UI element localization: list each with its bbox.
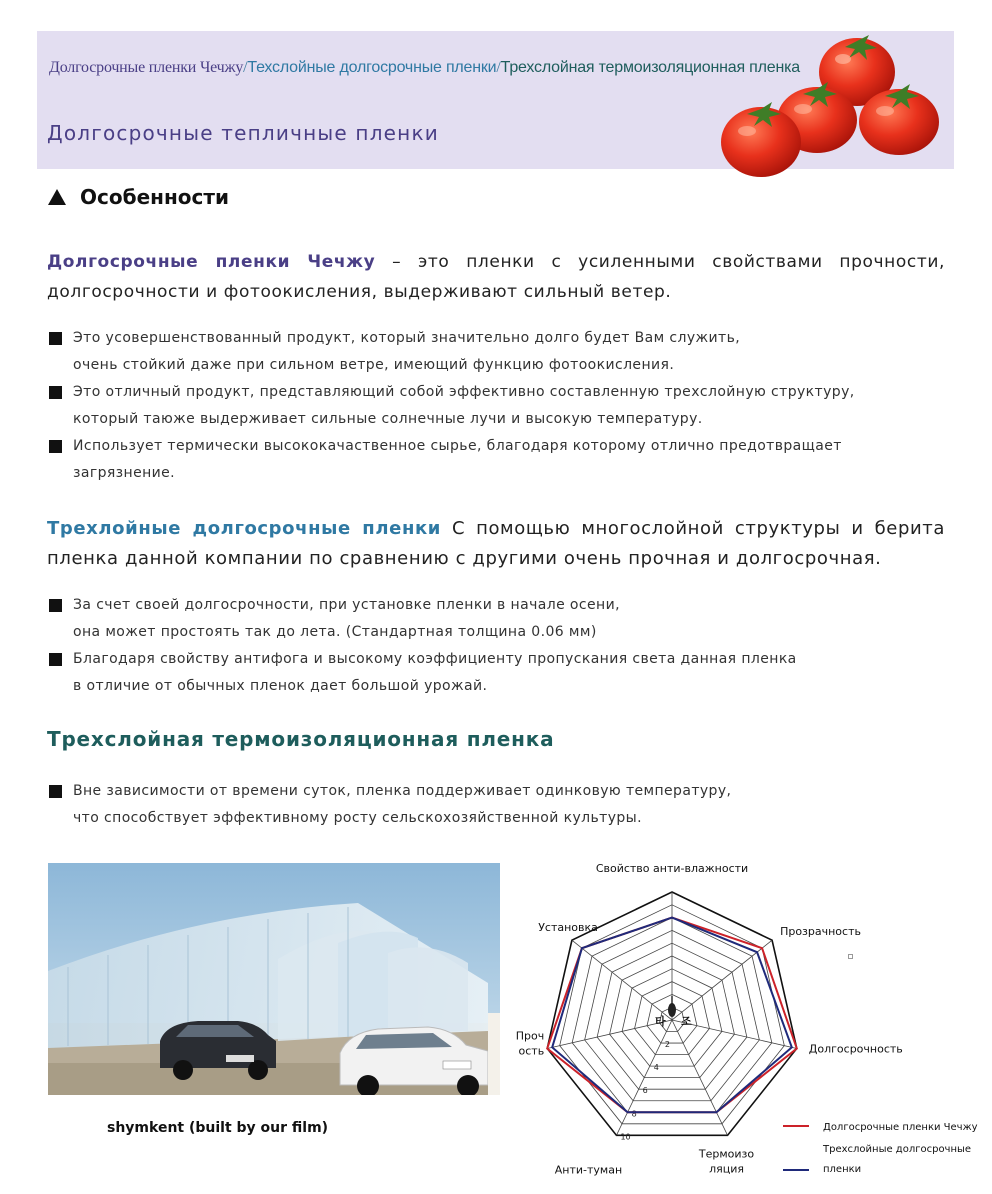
tomatoes-image: [717, 29, 957, 179]
section2-lead: Трехлойные долгосрочные пленки: [47, 518, 442, 539]
center-logo-text: 타: [655, 1015, 666, 1028]
radar-tick-label: 4: [653, 1063, 659, 1073]
square-bullet-icon: [49, 599, 62, 612]
radar-axis-label: Свойство анти-влажности: [595, 862, 749, 875]
bullet-line: очень стойкий даже при сильном ветре, имеющий функцию фотоокисления.: [73, 357, 675, 373]
square-bullet-icon: [49, 653, 62, 666]
radar-axis-label: Прозрачность: [780, 925, 861, 939]
section1-text: – это пленки с усиленными свойствами прочности, долгосрочности и фотоокисления, выдерживают сильный ветер.: [47, 252, 945, 302]
center-logo-text: 조: [681, 1015, 692, 1028]
breadcrumb-separator: /: [496, 59, 501, 76]
section3-bullets: [48, 778, 928, 832]
legend-label: пленки: [823, 1164, 862, 1175]
breadcrumb-item-chechzhu[interactable]: Долгосрочные пленки Чечжу: [49, 59, 244, 76]
section1-bullets: [48, 325, 928, 487]
legend-label: Трехслойные долгосрочные: [823, 1144, 972, 1155]
ostrich-logo-icon: [668, 1003, 676, 1017]
radar-axis-label: ляция: [709, 1162, 744, 1176]
bullet-line: который таюже выдерживает сильные солнечные лучи и высокую температуру.: [73, 411, 703, 427]
list-item: [48, 433, 928, 487]
greenhouse-photo: [48, 863, 500, 1095]
bullet-line: в отличие от обычных пленок дает большой урожай.: [73, 678, 488, 694]
bullet-line: загрязнение.: [73, 465, 176, 481]
radar-axis-label: Долгосрочность: [808, 1042, 903, 1056]
features-heading: [48, 185, 229, 209]
radar-spoke: [572, 940, 672, 1020]
list-item: [48, 592, 928, 646]
section2-paragraph: [47, 514, 945, 574]
list-item: [48, 778, 928, 832]
section3-heading: Трехслойная термоизоляционная пленка: [47, 727, 555, 751]
bullet-line: Благодаря свойству антифога и высокому коэффициенту пропускания света данная пленка: [73, 651, 797, 667]
radar-axis-label: Анти-туман: [554, 1163, 623, 1177]
radar-chart: [505, 858, 992, 1194]
page-title: Долгосрочные тепличные пленки: [47, 121, 439, 145]
legend-label: Долгосрочные пленки Чечжу: [823, 1122, 978, 1133]
breadcrumb-separator: /: [243, 59, 248, 76]
bullet-line: она может простоять так до лета. (Стандартная толщина 0.06 мм): [73, 624, 597, 640]
radar-axis-label: ость: [518, 1044, 545, 1058]
square-bullet-icon: [49, 386, 62, 399]
radar-tick-label: 8: [631, 1109, 637, 1119]
radar-tick-label: 10: [620, 1132, 631, 1142]
photo-caption: shymkent (built by our film): [107, 1120, 329, 1136]
radar-tick-label: 6: [642, 1086, 648, 1096]
bullet-line: Это усовершенствованный продукт, который значительно долго будет Вам служить,: [73, 330, 741, 346]
breadcrumb-item-thermal[interactable]: Трехслойная термоизоляционная пленка: [500, 59, 800, 76]
header-banner: [37, 31, 954, 169]
bullet-line: Испoльзует термически высококачаственное сырье, благодаря которому отлично предотвращает: [73, 438, 842, 454]
radar-axis-label: Проч: [515, 1029, 545, 1043]
stray-mark: [848, 954, 853, 959]
list-item: [48, 646, 928, 700]
section2-text: С помощью многослойной структуры и берита пленка данной компании по сравнению с другими очень прочная и долгосрочная.: [47, 518, 946, 569]
square-bullet-icon: [49, 785, 62, 798]
features-heading-text: Особенности: [80, 185, 229, 209]
section2-bullets: [48, 592, 928, 700]
section1-lead: Долгосрочные пленки Чечжу: [47, 252, 376, 272]
bullet-line: Вне зависимости от времени суток, пленка поддерживает одинковую температуру,: [73, 783, 732, 799]
radar-axis-label: Установка: [538, 921, 598, 935]
triangle-icon: [48, 189, 66, 205]
list-item: [48, 379, 928, 433]
square-bullet-icon: [49, 440, 62, 453]
breadcrumb: [49, 59, 800, 77]
radar-axis-label: Термоизо: [698, 1147, 755, 1161]
bullet-line: За счет своей долгосрочности, при установке пленки в начале осени,: [73, 597, 620, 613]
bullet-line: Это отличный продукт, представляющий собой эффективно составленную трехслойную структуру,: [73, 384, 855, 400]
section1-paragraph: [47, 247, 945, 307]
radar-tick-label: 2: [664, 1040, 670, 1050]
radar-spoke: [547, 1020, 672, 1048]
bullet-line: что способствует эффективному росту сельскохозяйственной культуры.: [73, 810, 642, 826]
breadcrumb-item-multilayer[interactable]: Техслойные долгосрочные пленки: [247, 59, 497, 76]
list-item: [48, 325, 928, 379]
square-bullet-icon: [49, 332, 62, 345]
